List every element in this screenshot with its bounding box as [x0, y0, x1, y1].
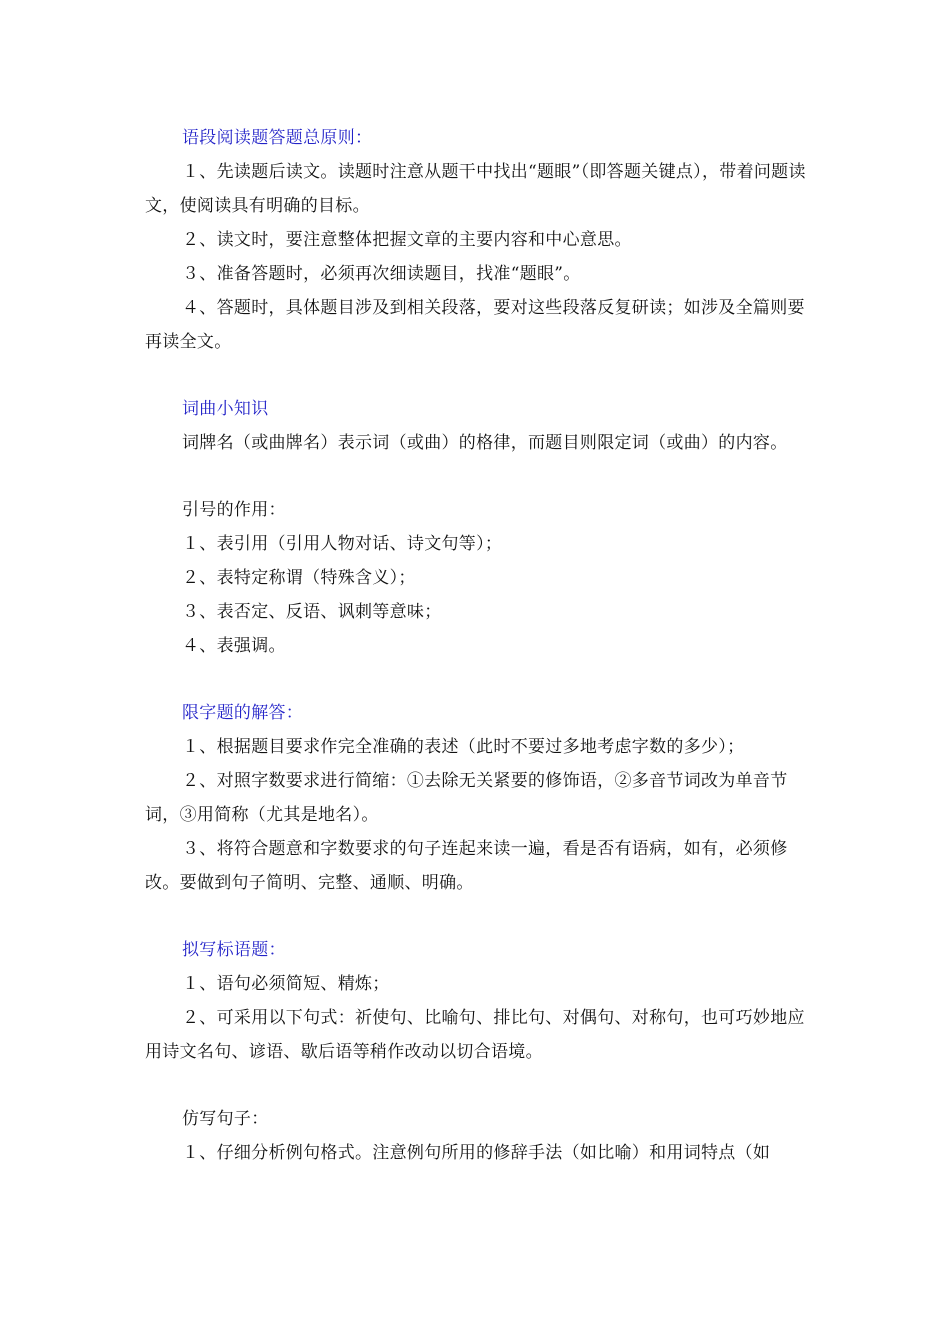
section-heading: 语段阅读题答题总原则：	[182, 128, 373, 148]
section-slogan-writing	[145, 933, 810, 1069]
section-heading: 限字题的解答：	[182, 703, 304, 723]
document-body	[145, 121, 810, 1170]
section-heading: 拟写标语题：	[182, 940, 286, 960]
paragraph: ３、表否定、反语、讽刺等意味；	[182, 602, 442, 622]
paragraph: ２、可采用以下句式：祈使句、比喻句、排比句、对偶句、对称句，也可巧妙地应用诗文名句、谚语、歇后语等稍作改动以切合语境。	[145, 1008, 805, 1062]
paragraph: １、仔细分析例句格式。注意例句所用的修辞手法（如比喻）和用词特点（如	[182, 1143, 771, 1163]
paragraph: ２、读文时，要注意整体把握文章的主要内容和中心意思。	[182, 230, 632, 250]
paragraph: ４、表强调。	[182, 636, 286, 656]
section-reading-principles	[145, 121, 810, 359]
paragraph: １、根据题目要求作完全准确的表述（此时不要过多地考虑字数的多少）；	[182, 737, 745, 757]
section-word-limit-answers	[145, 696, 810, 900]
section-quotation-marks	[145, 493, 810, 663]
paragraph: ２、对照字数要求进行简缩：①去除无关紧要的修饰语，②多音节词改为单音节词，③用简称（尤其是地名）。	[145, 771, 788, 825]
section-heading: 引号的作用：	[182, 500, 286, 520]
section-sentence-imitation	[145, 1102, 810, 1170]
paragraph: ２、表特定称谓（特殊含义）；	[182, 568, 416, 588]
paragraph: ４、答题时，具体题目涉及到相关段落，要对这些段落反复研读；如涉及全篇则要再读全文。	[145, 298, 805, 352]
paragraph: ３、准备答题时，必须再次细读题目，找准“题眼”。	[182, 264, 581, 284]
paragraph: 词牌名（或曲牌名）表示词（或曲）的格律，而题目则限定词（或曲）的内容。	[182, 433, 788, 453]
paragraph: ３、将符合题意和字数要求的句子连起来读一遍，看是否有语病，如有，必须修改。要做到句子简明、完整、通顺、明确。	[145, 839, 788, 893]
paragraph: １、语句必须简短、精炼；	[182, 974, 390, 994]
section-ci-qu-knowledge	[145, 392, 810, 460]
section-heading: 词曲小知识	[182, 399, 269, 419]
section-heading: 仿写句子：	[182, 1109, 269, 1129]
paragraph: １、表引用（引用人物对话、诗文句等）；	[182, 534, 503, 554]
paragraph: １、先读题后读文。读题时注意从题干中找出“题眼”（即答题关键点），带着问题读文，使阅读具有明确的目标。	[145, 162, 806, 216]
